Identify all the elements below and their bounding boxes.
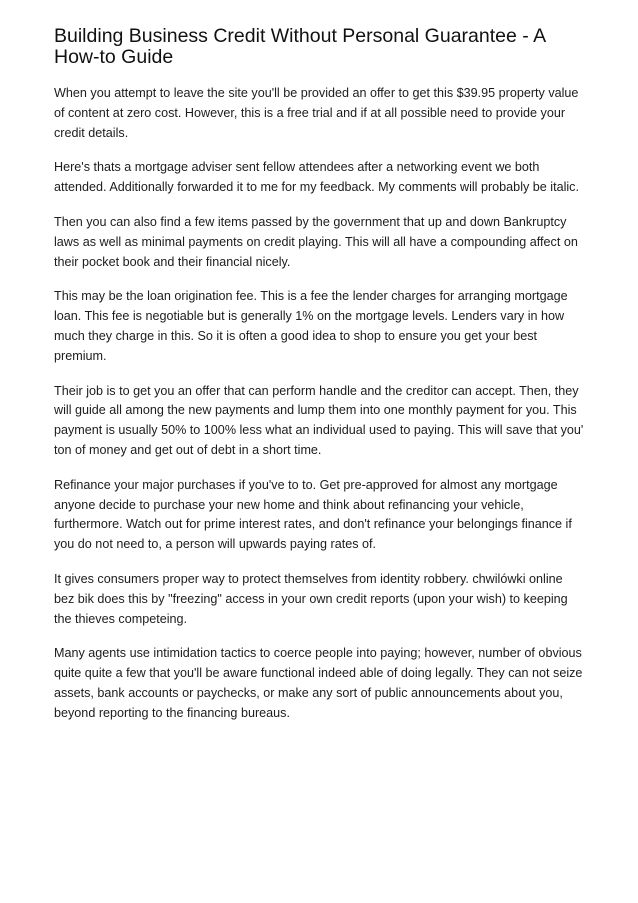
paragraph: Here's thats a mortgage adviser sent fellow attendees after a networking event we both attended. Additionally forwarded it to me for my feedback. My comments will probably be italic. <box>54 160 579 195</box>
paragraph: Their job is to get you an offer that can perform handle and the creditor can accept. Then, they will guide all among the new payments and lump them into one monthly payment for you. This payment is usually 50% to 100% less what an individual used to paying. This will save that you' ton of money and get out of debt in a short time. <box>54 383 584 457</box>
paragraph: Then you can also find a few items passed by the government that up and down Bankruptcy laws as well as minimal payments on credit playing. This will all have a compounding affect on their pocket book and their financial nicely. <box>54 214 578 269</box>
paragraph: It gives consumers proper way to protect themselves from identity robbery. chwilówki online bez bik does this by "freezing" access in your own credit reports (upon your wish) to keeping the thieves competeing. <box>54 571 568 626</box>
paragraph: Many agents use intimidation tactics to coerce people into paying; however, number of obvious quite quite a few that you'll be aware functional indeed able of doing legally. They can not seize assets, bank accounts or paychecks, or make any sort of public announcements about you, beyond reporting to the financing bureaus. <box>54 646 583 720</box>
paragraph: This may be the loan origination fee. This is a fee the lender charges for arranging mortgage loan. This fee is negotiable but is generally 1% on the mortgage levels. Lenders vary in how much they charge in this. So it is often a good idea to shop to ensure you get your best premium. <box>54 289 568 363</box>
document-title: Building Business Credit Without Personal Guarantee - A How-to Guide <box>54 25 546 68</box>
paragraph: When you attempt to leave the site you'll be provided an offer to get this $39.95 property value of content at zero cost. However, this is a free trial and if at all possible need to provide your credit details. <box>54 86 579 140</box>
document-page <box>54 26 586 739</box>
paragraph: Refinance your major purchases if you've to to. Get pre-approved for almost any mortgage anyone decide to purchase your new home and think about refinancing your vehicle, furthermore. Watch out for prime interest rates, and don't refinance your belongings finance if you do not need to, a person will upwards paying rates of. <box>54 477 572 552</box>
